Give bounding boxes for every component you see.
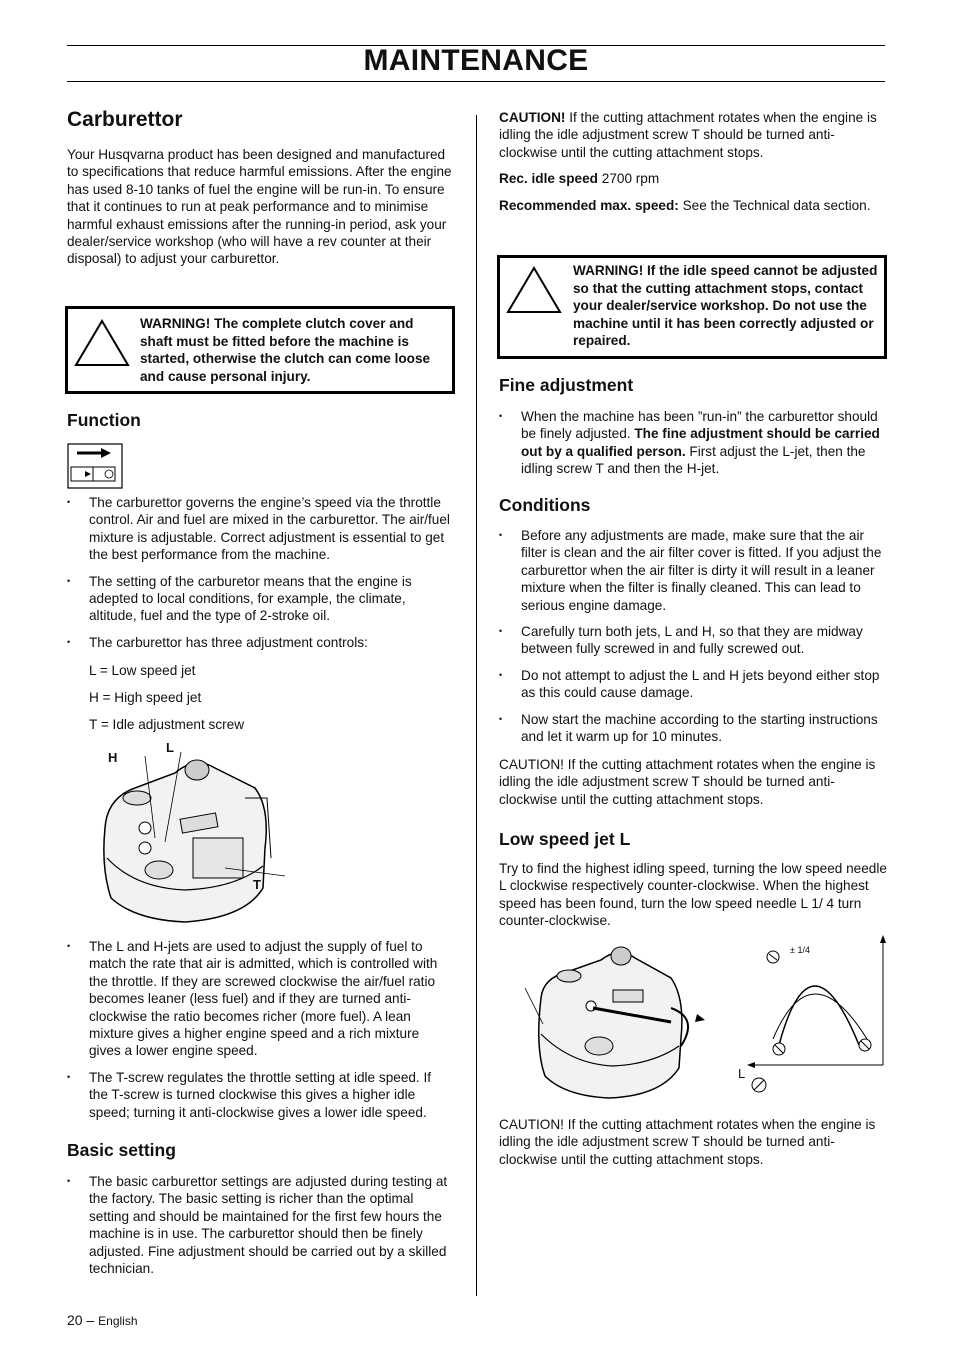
low-speed-paragraph: Try to find the highest idling speed, turning the low speed needle L clockwise respectively counter-clockwise. When the highest speed has been found, turn the low speed needle L 1/ 4 turn counter-clockwise. [499,861,887,929]
fine-text-a: When the machine has been ”run-in” the carburettor should be finely adjusted. [521,409,878,442]
page-title: MAINTENANCE [363,44,589,77]
list-item: • The carburettor governs the engine’s speed via the throttle control. Air and fuel are mixed in the carburettor. The air/fuel mixture is adjustable. Correct adjustment is essential to get the best performance from the machine. [67,494,453,564]
diagram-label-l: L [738,1066,746,1081]
idle-speed-label: Rec. idle speed [499,171,598,186]
list-item: • Now start the machine according to the starting instructions and let it warm up for 10 minutes. [499,711,885,746]
function-list [67,494,453,660]
idle-speed [499,170,659,187]
page-number: 20 [67,1312,83,1328]
section-title-carburettor: Carburettor [67,108,183,131]
fine-text-c: First adjust the L-jet, then the idling screw T and then the H-jet. [521,443,866,477]
fine-list [499,408,885,487]
max-speed-label: Recommended max. speed: [499,198,679,213]
list-item: • Before any adjustments are made, make sure that the air filter is clean and the air filter cover is fitted. If you adjust the carburettor when the air filter is dirty it will result in a leaner mixture when the filter is finally cleaned. This can lead to serious engine damage. [499,527,885,614]
function-arrow-icon [67,443,123,489]
max-speed [499,197,885,214]
list-item: • The L and H-jets are used to adjust the supply of fuel to match the rate that air is admitted, which is controlled with the throttle. If they are screwed clockwise the air/fuel ratio becomes leaner (less fuel) and if they are turned anti-clockwise the ratio becomes richer (more fuel). A lean mixture gives a higher engine speed and a rich mixture gives a lower engine speed. [67,938,453,1060]
list-item: • The basic carburettor settings are adjusted during testing at the factory. The basic setting is richer than the optimal setting and should be maintained for the first few hours the machine is in use. The carburettor should then be finely adjusted. Fine adjustment should be carried out by a skilled technician. [67,1173,453,1277]
caution-paragraph-1 [499,109,885,161]
list-item: • The carburettor has three adjustment controls: [67,634,453,651]
caution-label: CAUTION! [499,110,566,125]
list-item: • Carefully turn both jets, L and H, so that they are midway between fully screwed in and fully screwed out. [499,623,885,658]
page-footer [67,1312,138,1328]
footer-dash: – [82,1312,99,1328]
section-title-low-speed-jet: Low speed jet L [499,829,631,849]
max-speed-text: See the Technical data section. [678,198,871,213]
control-low: L = Low speed jet [89,663,196,678]
basic-list [67,1173,453,1286]
section-title-conditions: Conditions [499,495,591,515]
carburettor-figure [95,738,285,924]
warning-box-clutch [65,306,455,394]
caution-paragraph-2: CAUTION! If the cutting attachment rotates when the engine is idling the idle adjustment screw T should be turned anti-clockwise until the cutting attachment stops. [499,757,876,807]
warning-triangle-icon [74,319,130,367]
conditions-list [499,527,885,754]
quarter-turn-diagram [731,935,891,1099]
section-title-function: Function [67,410,141,430]
section-title-fine-adjustment: Fine adjustment [499,375,634,395]
function-list-2 [67,938,453,1130]
list-item: • The T-screw regulates the throttle setting at idle speed. If the T-screw is turned clockwise this gives a higher idle speed; turning it anti-clockwise gives a lower idle speed. [67,1069,453,1121]
warning-triangle-icon [506,266,562,314]
fig-label-t: T [253,877,261,892]
warning-text: WARNING! The complete clutch cover and shaft must be fitted before the machine is started, otherwise the clutch can come loose and cause personal injury. [140,316,431,384]
intro-paragraph: Your Husqvarna product has been designed and manufactured to specifications that reduce harmful emissions. After the engine has used 8-10 tanks of fuel the engine will be run-in. To ensure that it continues to run at peak performance and to minimise harmful exhaust emissions after the running-in period, ask your dealer/service workshop (who will have a rev counter at their disposal) to adjust your carburettor. [67,147,452,267]
quarter-turn-label: ± 1/4 [790,945,810,955]
title-rule-bottom [67,81,885,82]
list-item: • The setting of the carburetor means that the engine is adepted to local conditions, for example, the climate, altitude, fuel and the type of 2-stroke oil. [67,573,453,625]
control-idle: T = Idle adjustment screw [89,717,245,732]
warning-text: WARNING! If the idle speed cannot be adjusted so that the cutting attachment stops, contact your dealer/service workshop. Do not use the machine until it has been correctly adjusted or repaired. [573,263,878,349]
caution-paragraph-3: CAUTION! If the cutting attachment rotates when the engine is idling the idle adjustment screw T should be turned anti-clockwise until the cutting attachment stops. [499,1117,876,1167]
caution-text: If the cutting attachment rotates when the engine is idling the idle adjustment screw T should be turned anti-clockwise until the cutting attachment stops. [499,110,877,160]
idle-speed-value: 2700 rpm [597,171,660,186]
fine-text-bold: The fine adjustment should be carried out by a qualified person. [521,426,880,459]
control-high: H = High speed jet [89,690,202,705]
section-title-basic-setting: Basic setting [67,1140,176,1160]
list-item [499,408,885,478]
fig-label-l: L [166,740,174,755]
footer-language: English [98,1314,138,1328]
low-speed-engine-figure [521,938,711,1100]
warning-box-idle [497,255,887,359]
list-item: • Do not attempt to adjust the L and H jets beyond either stop as this could cause damage. [499,667,885,702]
column-divider [476,115,477,1296]
fig-label-h: H [108,750,118,765]
